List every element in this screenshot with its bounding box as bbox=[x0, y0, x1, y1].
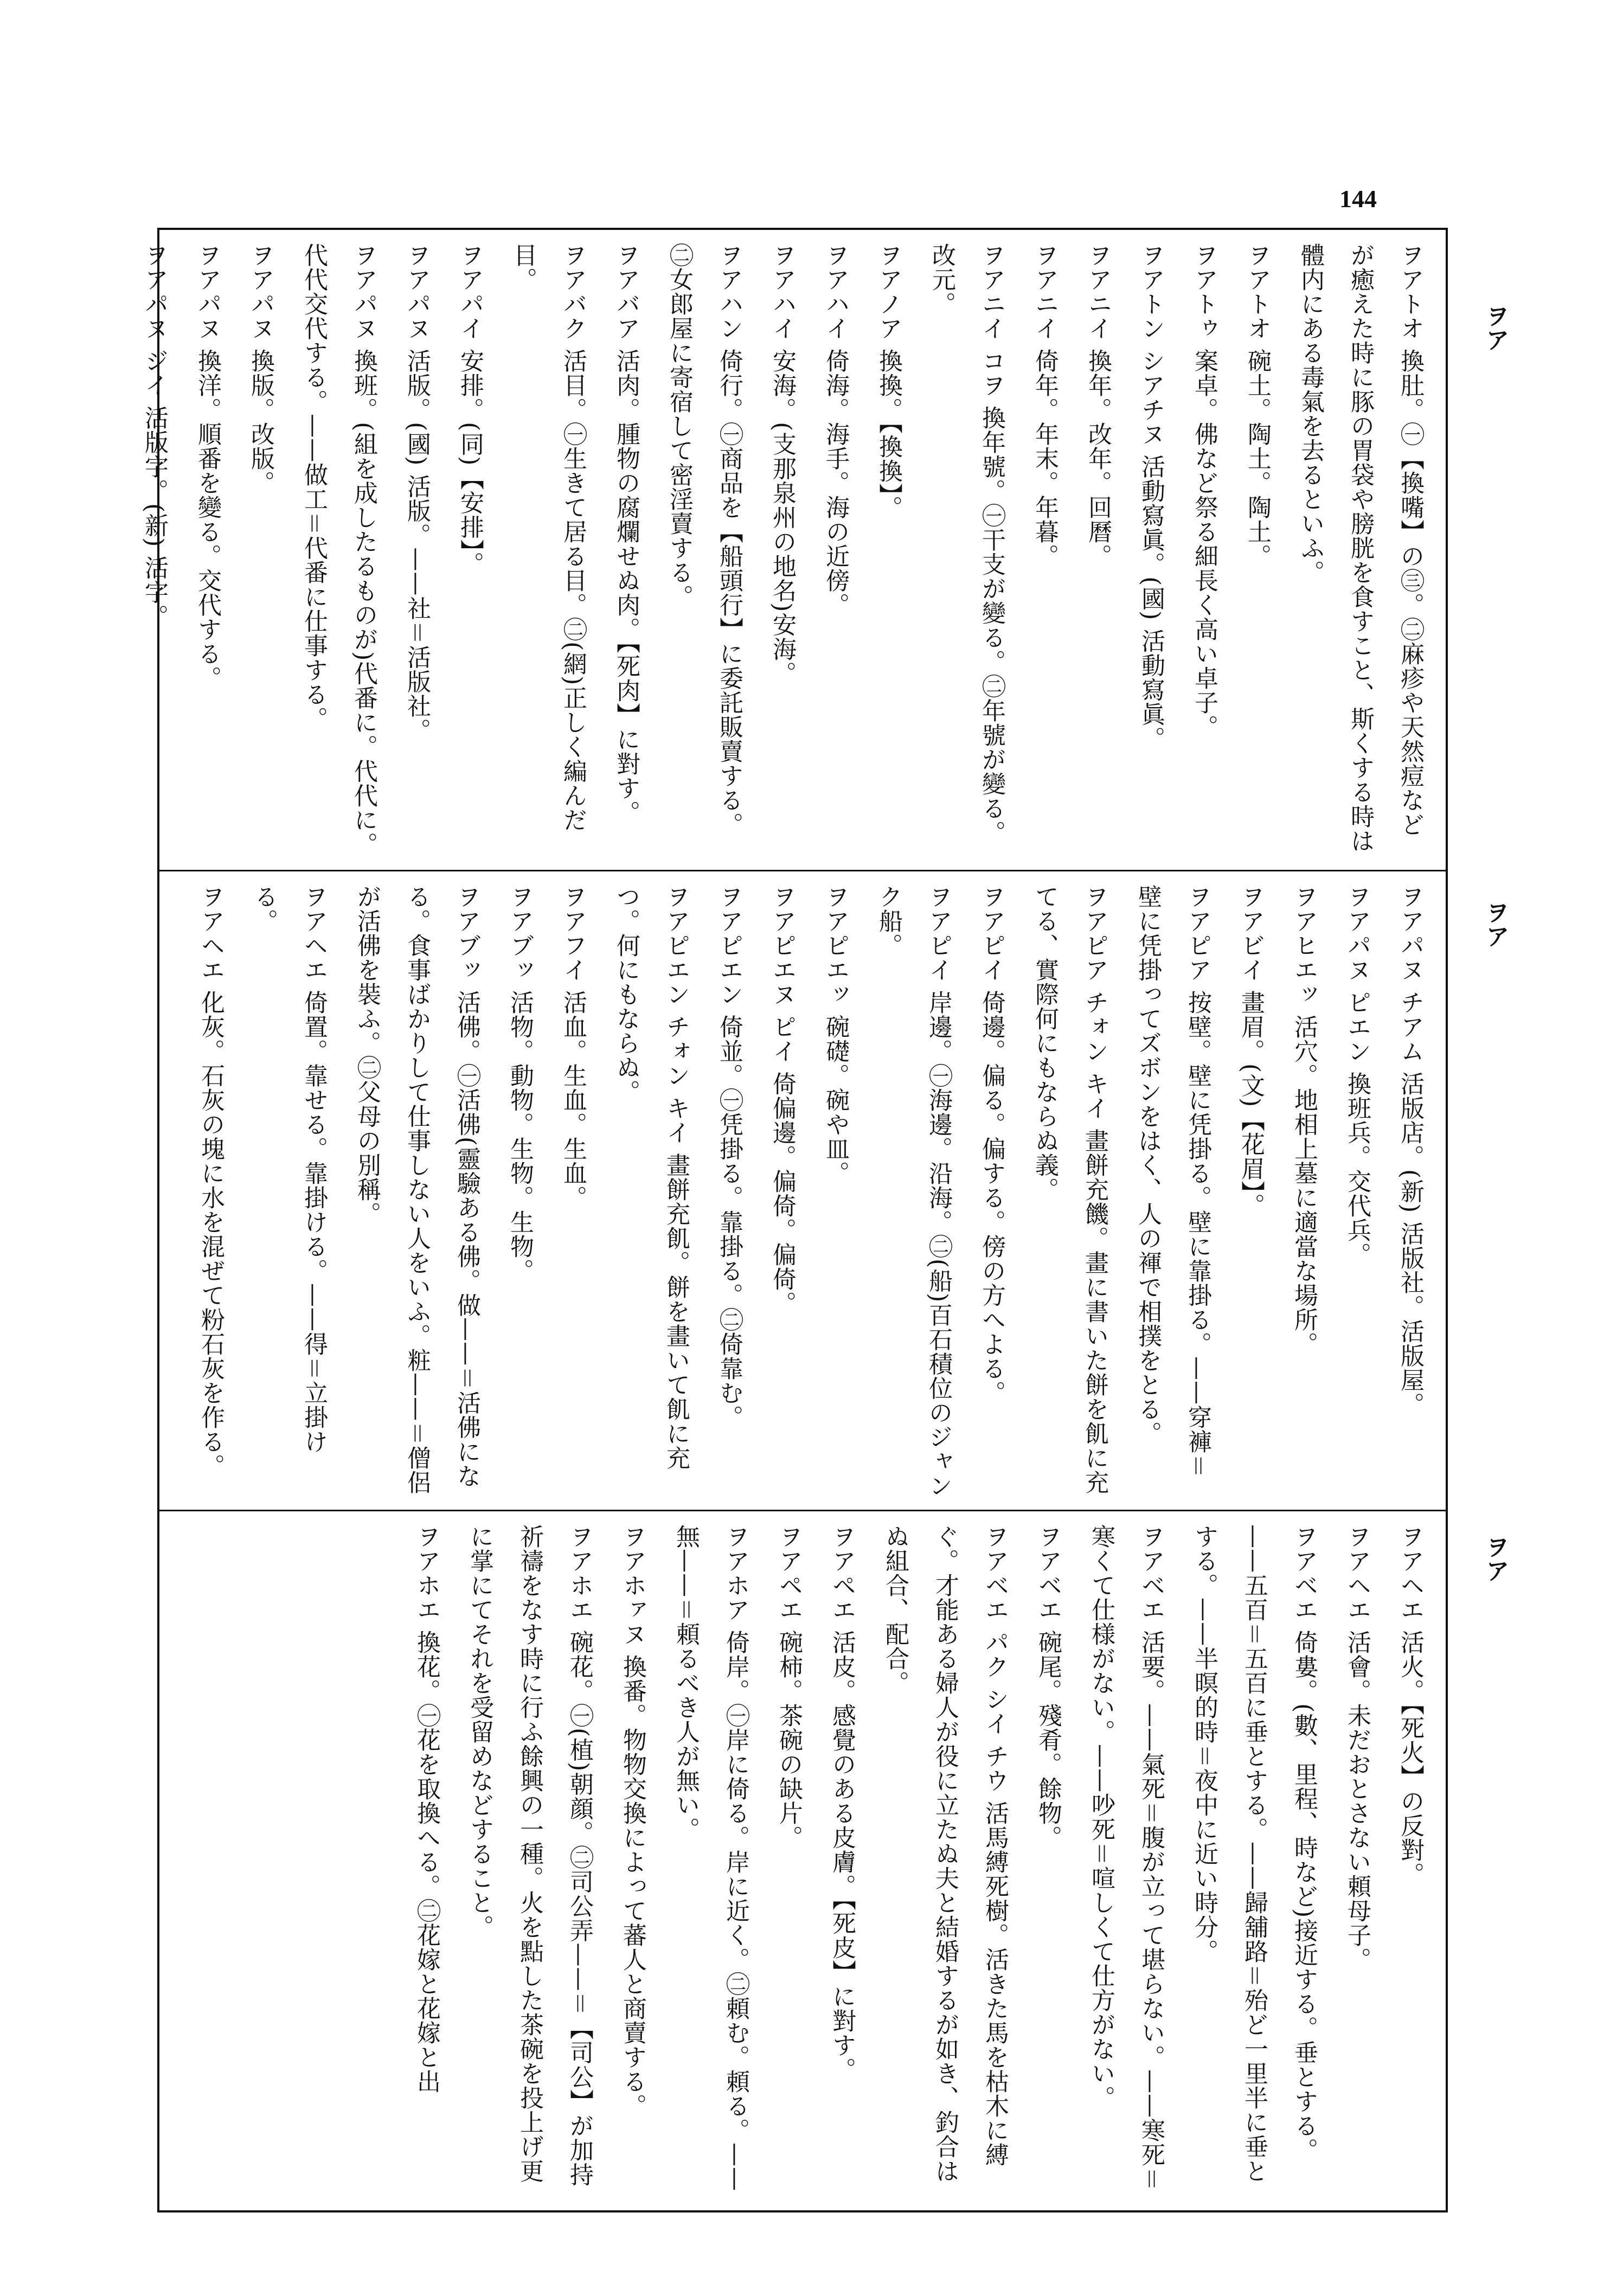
dictionary-entry: ヲアトオ 碗土。陶土。陶土。 bbox=[1243, 243, 1271, 568]
dictionary-entry: ヲアブッ 活佛。㊀活佛(靈驗ある佛。做——＝活佛になる。食事ばかりして仕事しない人をいふ。粧——＝僧侶が活佛を裝ふ。㊁父母の別稱。 bbox=[353, 884, 480, 1495]
dictionary-entry: ヲアブッ 活物。動物。生物。生物。 bbox=[506, 884, 534, 1283]
tier-middle bbox=[159, 870, 1446, 1510]
dictionary-entry: ヲアピエッ 碗礎。碗や皿。 bbox=[822, 884, 849, 1185]
dictionary-entry: ヲアピア チォン キイ 畫餅充饑。畫に書いた餅を飢に充てる、實際何にもならぬ義。 bbox=[1031, 884, 1108, 1495]
dictionary-entry: ヲアバア 活肉。腫物の腐爛せぬ肉。【死肉】に對す。 bbox=[612, 243, 640, 825]
dictionary-entry: ヲアヘエ 倚置。靠せる。靠掛ける。——得＝立掛ける。 bbox=[250, 884, 328, 1454]
dictionary-entry: ヲアパヌ チアム 活版店。(新) 活版社。活版屋。 bbox=[1396, 884, 1424, 1417]
dictionary-entry: ヲアパイ 安排。(同)【安排】。 bbox=[456, 243, 484, 576]
dictionary-entry: ヲアヘエ 活火。【死火】の反對。 bbox=[1396, 1524, 1424, 1887]
dictionary-entry: ヲアヒエッ 活穴。地相上墓に適當な場所。 bbox=[1290, 884, 1318, 1356]
dictionary-entry: ヲアノア 換換。【換換】。 bbox=[875, 243, 902, 520]
dictionary-entry: ヲアニイ 換年。改年。回曆。 bbox=[1084, 243, 1112, 568]
dictionary-entry: ヲアピイ 倚邊。偏る。偏する。傍の方へよる。 bbox=[978, 884, 1005, 1405]
dictionary-entry: ヲアベエ 倚婁。(數、里程、時など)接近する。垂とする。——五百＝五百に垂とする。——歸舖路＝殆ど一里半に垂とする。——半暝的時＝夜中に近い時分。 bbox=[1190, 1524, 1318, 2183]
dictionary-entry: ヲアトン シアチヌ 活動寫眞。(國) 活動寫眞。 bbox=[1137, 243, 1165, 751]
page-number: 144 bbox=[1339, 185, 1377, 213]
dictionary-entry: ヲアパヌ ジイ 活版字。(新) 活字。 bbox=[140, 243, 168, 629]
side-heading: ヲア bbox=[1481, 1535, 1509, 1582]
tier-bottom bbox=[159, 1510, 1446, 2212]
dictionary-entry: ヲアトゥ 案卓。佛など祭る細長く高い卓子。 bbox=[1190, 243, 1218, 739]
dictionary-entry: ヲアホァヌ 換番。物物交換によって蕃人と商賣する。 bbox=[619, 1524, 646, 2118]
dictionary-entry: ヲアハイ 安海。(支那泉州の地名)安海。 bbox=[768, 243, 796, 686]
dictionary-frame bbox=[140, 228, 1448, 2212]
dictionary-entry: ヲアヘエ 活會。未だおとさない頼母子。 bbox=[1343, 1524, 1371, 1972]
side-heading: ヲア bbox=[1481, 304, 1509, 351]
dictionary-entry: ヲアペエ 碗柿。茶碗の缺片。 bbox=[775, 1524, 803, 1850]
dictionary-entry: ヲアホア 倚岸。㊀岸に倚る。岸に近く。㊁頼む。頼る。——無——＝頼るべき人が無い。 bbox=[672, 1524, 749, 2191]
dictionary-entry: ヲアヘエ 化灰。石灰の塊に水を混ぜて粉石灰を作る。 bbox=[197, 884, 224, 1478]
dictionary-entry: ヲアパヌ 換班。(組を成したるものが)代番に。代代に。代代交代する。——做工＝代番に仕事する。 bbox=[300, 243, 377, 857]
dictionary-entry: ヲアベエ 碗尾。殘肴。餘物。 bbox=[1034, 1524, 1062, 1850]
dictionary-entry: ヲアビイ 畫眉。(文)【花眉】。 bbox=[1237, 884, 1265, 1218]
dictionary-entry: ヲアパヌ ピエン 換班兵。交代兵。 bbox=[1343, 884, 1371, 1267]
dictionary-entry: ヲアベエ 活要。——氣死＝腹が立って堪らない。——寒死＝寒くて仕様がない。——吵死＝喧しくて仕方がない。 bbox=[1087, 1524, 1165, 2191]
dictionary-entry: ヲアハイ 倚海。海手。海の近傍。 bbox=[822, 243, 849, 617]
entry-columns bbox=[140, 243, 1435, 859]
entry-columns bbox=[170, 884, 1435, 1499]
dictionary-entry: ヲアベエ パク シイ チウ 活馬縛死樹。活きた馬を枯木に縛ぐ。才能ある婦人が役に立たぬ夫と結婚するが如き、釣合はぬ組合、配合。 bbox=[881, 1524, 1009, 2183]
dictionary-entry: ヲアフイ 活血。生血。生血。 bbox=[559, 884, 587, 1210]
dictionary-entry: ヲアバク 活目。㊀生きて居る目。㊁(網)正しく編んだ目。 bbox=[509, 243, 587, 832]
dictionary-entry: ヲアピイ 岸邊。㊀海邊。沿海。㊁(船)百石積位のジャンク船。 bbox=[875, 884, 952, 1498]
dictionary-entry: ヲアニイ コヲ 換年號。㊀干支が變る。㊁年號が變る。改元。 bbox=[928, 243, 1005, 845]
dictionary-entry: ヲアパヌ 活版。(國) 活版。——社＝活版社。 bbox=[403, 243, 431, 743]
dictionary-entry: ヲアパヌ 換版。改版。 bbox=[247, 243, 274, 495]
dictionary-entry: ヲアピエン チォン キイ 畫餅充飢。餅を畫いて飢に充つ。何にもならぬ。 bbox=[612, 884, 690, 1470]
tier-top bbox=[140, 230, 1446, 870]
dictionary-entry: ヲアパヌ 換洋。順番を變る。交代する。 bbox=[194, 243, 221, 690]
dictionary-entry: ヲアピア 按壁。壁に凭掛る。壁に靠掛る。——穿褲＝壁に凭掛ってズボンをはく、人の褌で相撲をとる。 bbox=[1134, 884, 1211, 1478]
side-heading: ヲア bbox=[1481, 900, 1509, 948]
dictionary-entry: ヲアホエ 碗花。㊀(植)朝顔。㊁司公弄——＝【司公】が加持祈禱をなす時に行ふ餘興の一種。火を點した茶碗を投上げ更に掌にてそれを受留めなどすること。 bbox=[466, 1524, 593, 2187]
dictionary-entry: ヲアペエ 活皮。感覺のある皮膚。【死皮】に對す。 bbox=[828, 1524, 856, 2082]
dictionary-entry: ヲアピエヌ ピイ 倚偏邊。偏倚。偏倚。 bbox=[768, 884, 796, 1316]
dictionary-entry: ヲアニイ 倚年。年末。年暮。 bbox=[1031, 243, 1059, 568]
dictionary-entry: ヲアピエン 倚並。㊀凭掛る。靠掛る。㊁倚靠む。 bbox=[715, 884, 743, 1429]
dictionary-entry: ヲアハン 倚行。㊀商品を【船頭行】に委託販賣する。㊁女郎屋に寄宿して密淫賣する。 bbox=[665, 243, 743, 837]
dictionary-entry: ヲアトオ 換肚。㊀【換嘴】の㊂。㊁麻疹や天然痘などが癒えた時に豚の胃袋や膀胱を食すこと、斯くする時は體内にある毒氣を去るといふ。 bbox=[1297, 243, 1424, 853]
entry-columns bbox=[170, 1524, 1435, 2202]
dictionary-entry: ヲアホエ 換花。㊀花を取換へる。㊁花嫁と花嫁と出 bbox=[413, 1524, 440, 2094]
